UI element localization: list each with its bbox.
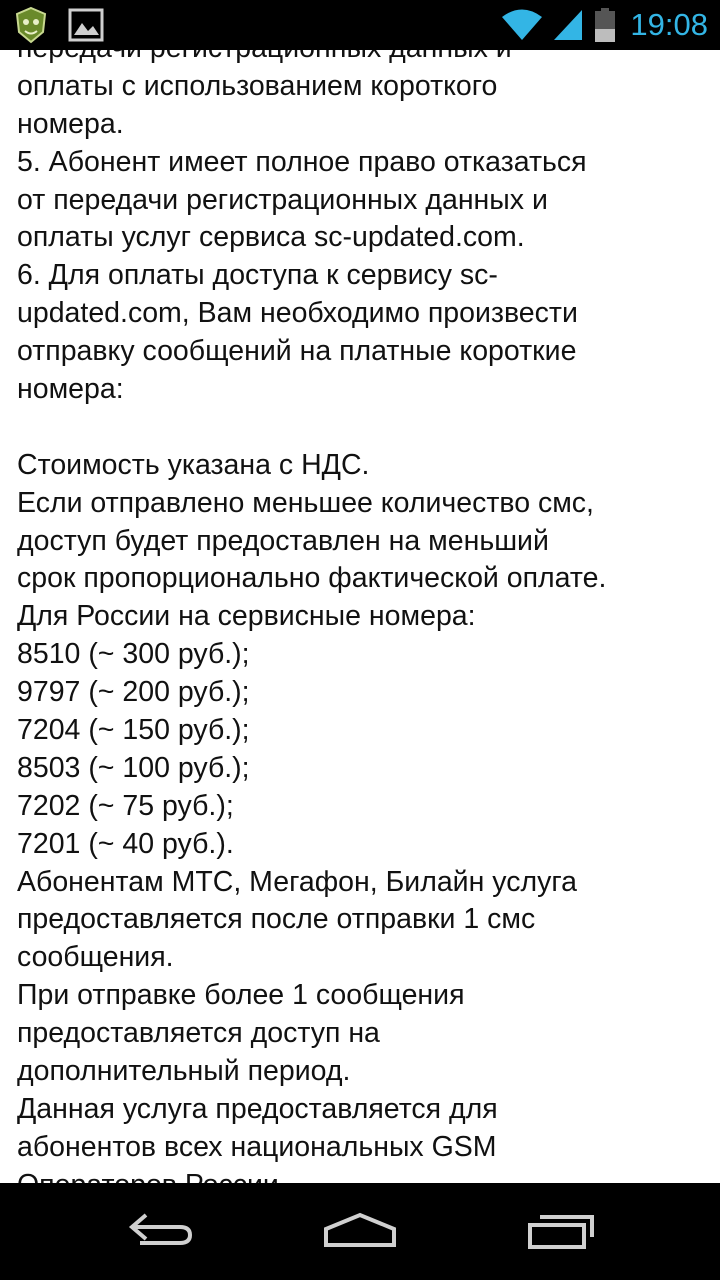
blank-line [17,409,709,447]
text-line: предоставляется доступ на [17,1017,380,1050]
status-bar [0,0,720,50]
recent-apps-button[interactable] [520,1205,600,1255]
back-button[interactable] [120,1205,200,1255]
home-button[interactable] [320,1205,400,1255]
clock: 19:08 [630,7,708,42]
text-line: Абонентам МТС, Мегафон, Билайн услуга [17,865,577,898]
signal-icon [552,8,584,42]
text-line: дополнительный период. [17,1055,351,1088]
webview-content[interactable] [0,50,720,1183]
text-line: 7202 (~ 75 руб.); [17,789,234,822]
home-icon [320,1205,400,1255]
text-line: При отправке более 1 сообщения [17,979,465,1012]
text-line: оплаты с использованием короткого [17,69,498,102]
text-line: 8510 (~ 300 руб.); [17,638,250,671]
gallery-notification-icon [68,7,104,43]
text-line: Данная услуга предоставляется для [17,1092,498,1125]
text-line: абонентов всех национальных GSM [17,1130,497,1163]
text-line: предоставляется после отправки 1 смс [17,903,536,936]
antivirus-app-icon [14,6,48,44]
notification-icons [14,6,104,44]
wifi-icon [502,8,542,42]
text-line: 7201 (~ 40 руб.). [17,827,234,860]
text-line: Стоимость указана с НДС. [17,448,370,481]
text-line: номера: [17,373,124,406]
terms-text [17,30,709,1205]
text-line: номера. [17,107,124,140]
text-line: Если отправлено меньшее количество смс, [17,486,594,519]
text-line: Для России на сервисные номера: [17,600,476,633]
back-icon [120,1205,200,1255]
text-line: срок пропорционально фактической оплате. [17,562,607,595]
text-line: доступ будет предоставлен на меньший [17,524,549,557]
navigation-bar [0,1183,720,1280]
text-line: updated.com, Вам необходимо произвести [17,297,578,330]
text-line: оплаты услуг сервиса sc-updated.com. [17,221,525,254]
text-line: 8503 (~ 100 руб.); [17,751,250,784]
text-line: 6. Для оплаты доступа к сервису sc- [17,259,498,292]
recent-apps-icon [520,1205,600,1255]
text-line: 7204 (~ 150 руб.); [17,714,250,747]
text-line: 5. Абонент имеет полное право отказаться [17,145,587,178]
text-line: от передачи регистрационных данных и [17,183,548,216]
battery-icon [594,7,616,43]
text-line: отправку сообщений на платные короткие [17,335,577,368]
system-status [502,6,708,44]
text-line: 9797 (~ 200 руб.); [17,676,250,709]
text-line: сообщения. [17,941,174,974]
